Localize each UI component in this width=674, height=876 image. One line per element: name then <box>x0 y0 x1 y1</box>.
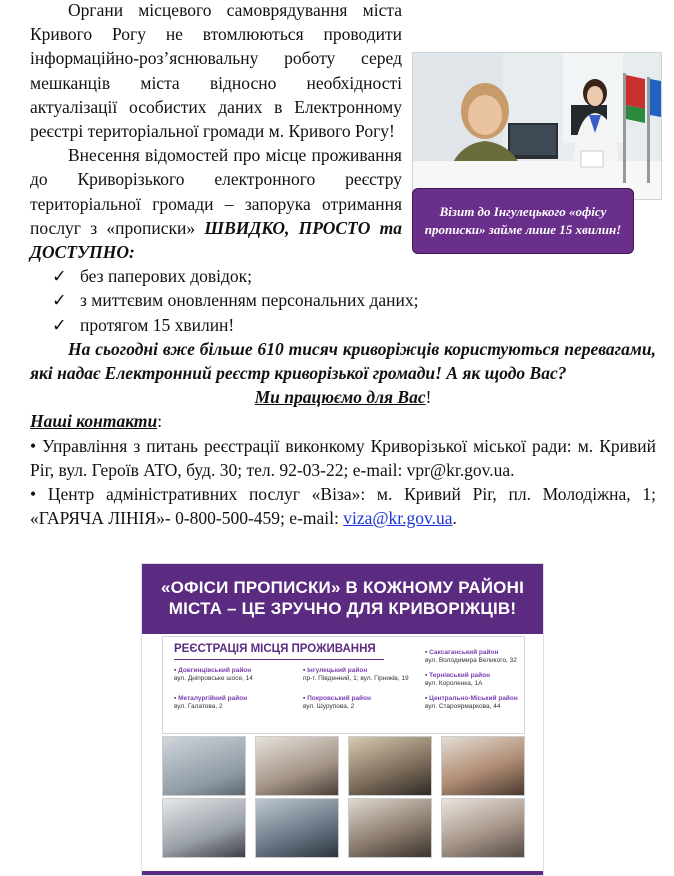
district-entry: ▪ Покровський район вул. Шурупова, 2 <box>303 695 371 710</box>
contact-viza-end: . <box>452 508 457 529</box>
district-entry: ▪ Довгинцівський район вул. Дніпровське шосе, 14 <box>174 667 253 682</box>
poster-heading <box>142 564 543 634</box>
district-name: Покровський район <box>307 695 371 702</box>
office-photo-thumb <box>348 798 432 858</box>
office-photo-thumb <box>162 736 246 796</box>
district-address: вул. Володимира Великого, 32 <box>425 657 517 664</box>
office-photo-thumb <box>162 798 246 858</box>
district-name: Металургійний район <box>178 695 248 702</box>
poster-bottom-bar <box>142 871 543 875</box>
contacts-heading <box>30 409 656 433</box>
registry-bold: ШВИДКО, ПРОСТО та ДОСТУПНО: <box>30 217 403 263</box>
district-name: Тернівський район <box>429 672 491 679</box>
checkmark-icon: ✓ <box>52 290 67 311</box>
office-photo-thumb <box>348 736 432 796</box>
district-address: вул. Староярмаркова, 44 <box>425 703 501 710</box>
district-name: Саксаганський район <box>429 649 499 656</box>
benefit-text: з миттєвим оновленням персональних даних; <box>80 290 419 311</box>
checkmark-icon: ✓ <box>52 314 67 335</box>
poster-card-rule <box>174 659 384 660</box>
poster-image <box>141 563 544 876</box>
district-name: Довгинцівський район <box>178 667 252 674</box>
contacts-heading-text: Наші контакти <box>30 411 158 432</box>
benefit-text: без паперових довідок; <box>80 266 253 287</box>
benefit-item <box>52 288 656 312</box>
district-name: Інгулецький район <box>307 667 368 674</box>
slogan-text: Ми працюємо для Вас <box>254 387 426 408</box>
district-address: вул. Короленка, 1А <box>425 680 483 687</box>
benefit-text: протягом 15 хвилин! <box>80 314 235 335</box>
slogan <box>30 385 656 409</box>
office-photo-thumb <box>255 736 339 796</box>
article <box>30 0 656 530</box>
contacts-heading-colon: : <box>157 411 163 432</box>
viza-email-link[interactable]: viza@kr.gov.ua <box>343 508 453 529</box>
poster-addresses-card <box>162 636 525 734</box>
district-entry: ▪ Саксаганський район вул. Володимира Великого, 32 <box>425 649 517 664</box>
paragraph-intro-text: Органи місцевого самоврядування міста Кривого Рогу не втомлюються проводити інформаційно-роз’яснювальну роботу серед мешканців міста відносно необхідності актуалізації особистих даних в Електронному реєстрі територіальної громади м. Кривого Рогу! <box>30 0 402 142</box>
registry-text: Внесення відомостей про місце проживання до Криворізького електронного реєстру територіальної громади – запорука отримання послуг з «прописки» <box>30 145 402 238</box>
office-photo-thumb <box>441 798 525 858</box>
district-address: пр-т. Південний, 1; вул. Гірників, 19 <box>303 675 409 682</box>
district-address: вул. Дніпровське шосе, 14 <box>174 675 253 682</box>
poster-heading-line2: МІСТА – ЦЕ ЗРУЧНО ДЛЯ КРИВОРІЖЦІВ! <box>168 599 517 618</box>
slogan-end: ! <box>425 387 432 408</box>
poster-card-title: РЕЄСТРАЦІЯ МІСЦЯ ПРОЖИВАННЯ <box>174 643 376 655</box>
district-entry: ▪ Інгулецький район пр-т. Південний, 1; вул. Гірників, 19 <box>303 667 409 682</box>
contact-item-registration: • Управління з питань реєстрації виконкому Криворізької міської ради: м. Кривий Ріг, вул. Героїв АТО, буд. 30; тел. 92-03-22; e-mail: vpr@kr.gov.ua. <box>30 435 656 480</box>
district-entry: ▪ Металургійний район вул. Галатова, 2 <box>174 695 248 710</box>
district-address: вул. Шурупова, 2 <box>303 703 355 710</box>
office-photo-thumb <box>441 736 525 796</box>
contact-viza-text: • Центр адміністративних послуг «Віза»: м. Кривий Ріг, пл. Молодіжна, 1; «ГАРЯЧА ЛІНІЯ»- 0-800-500-459; e-mail: <box>30 484 656 529</box>
photo-caption-text: Візит до Інгулецького «офісу прописки» займе лише 15 хвилин! <box>424 204 622 237</box>
checkmark-icon: ✓ <box>52 266 67 287</box>
benefit-item <box>52 313 656 337</box>
benefits-list <box>30 264 656 337</box>
photo-float-spacer <box>402 0 656 256</box>
district-address: вул. Галатова, 2 <box>174 703 223 710</box>
benefit-item <box>52 264 656 288</box>
office-photo-thumb <box>255 798 339 858</box>
district-name: Центрально-Міський район <box>429 695 518 702</box>
paragraph-users: На сьогодні вже більше 610 тисяч криворіжців користуються перевагами, які надає Електронний реєстр криворізької громади! А як щодо Вас? <box>30 338 656 384</box>
district-entry: ▪ Центрально-Міський район вул. Староярмаркова, 44 <box>425 695 518 710</box>
contact-item-viza <box>30 482 656 530</box>
district-entry: ▪ Тернівський район вул. Короленка, 1А <box>425 672 491 687</box>
poster-heading-line1: «ОФІСИ ПРОПИСКИ» В КОЖНОМУ РАЙОНІ <box>160 578 525 597</box>
